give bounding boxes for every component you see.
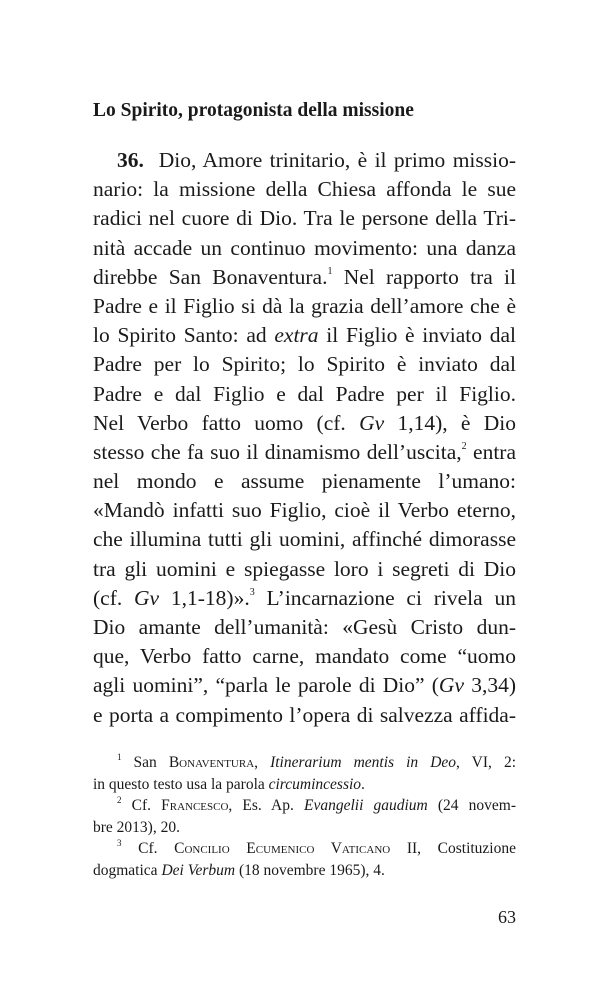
text-line: direbbe San Bonaventura.$^1$ Nel rapporto tra il [93, 264, 516, 289]
footnote-1-cont: in questo testo usa la parola circumincessio. [93, 775, 365, 793]
text-line: 36. Dio, Amore trinitario, è il primo missio- [117, 148, 517, 172]
footnote-3-cont: dogmatica Dei Verbum (18 novembre 1965), 4. [93, 861, 385, 879]
text-line: Padre e il Figlio si dà la grazia dell’amore che è [93, 293, 516, 318]
text-line: e porta a compimento l’opera di salvezza affida- [93, 702, 516, 727]
text-line: que, Verbo fatto carne, mandato come “uomo [93, 644, 516, 669]
footnote-ref-2: 2 [461, 440, 467, 452]
text-line: nità accade un continuo movimento: una danza [93, 235, 516, 260]
footnote-ref-1: 1 [327, 265, 333, 277]
paragraph-36 [93, 146, 516, 730]
text-line: Padre per lo Spirito; lo Spirito è inviato dal [93, 352, 516, 377]
text-line: Dio amante dell’umanità: «Gesù Cristo dun- [93, 615, 516, 639]
text-line: agli uomini”, “parla le parole di Dio” (Gv 3,34) [93, 673, 516, 698]
text-line: Padre e dal Figlio e dal Padre per il Figlio. [93, 381, 516, 406]
footnote-ref-3: 3 [249, 586, 255, 598]
footnotes [93, 752, 516, 881]
paragraph-number: 36. [117, 148, 144, 172]
text-line: (cf. Gv 1,1-18)».$^3$ L’incarnazione ci rivela un [93, 585, 516, 610]
text-line: radici nel cuore di Dio. Tra le persone della Tri- [93, 206, 516, 231]
footnote-2-cont: bre 2013), 20. [93, 818, 180, 836]
footnote-2: $^2$ Cf. Francesco, Es. Ap. Evangelii gaudium (24 novem- [117, 795, 516, 814]
footnote-1: $^1$ San Bonaventura, Itinerarium mentis in Deo, VI, 2: [117, 752, 516, 771]
footnote-3: $^3$ Cf. Concilio Ecumenico Vaticano II, Costituzione [117, 838, 516, 857]
section-heading: Lo Spirito, protagonista della missione [93, 100, 414, 121]
text-line: stesso che fa suo il dinamismo dell’uscita,$^2$ entra [93, 439, 516, 464]
text-line: Nel Verbo fatto uomo (cf. Gv 1,14), è Dio [93, 410, 516, 435]
page-number: 63 [498, 907, 516, 927]
text-line: nel mondo e assume pienamente l’umano: [93, 469, 516, 494]
text-line: lo Spirito Santo: ad extra il Figlio è inviato dal [93, 323, 516, 348]
text-line: nario: la missione della Chiesa affonda le sue [93, 177, 516, 202]
text-line: tra gli uomini e spiegasse loro i segreti di Dio [93, 556, 516, 581]
text-line: «Mandò infatti suo Figlio, cioè il Verbo eterno, [93, 498, 516, 523]
text-line: che illumina tutti gli uomini, affinché dimorasse [93, 527, 516, 552]
